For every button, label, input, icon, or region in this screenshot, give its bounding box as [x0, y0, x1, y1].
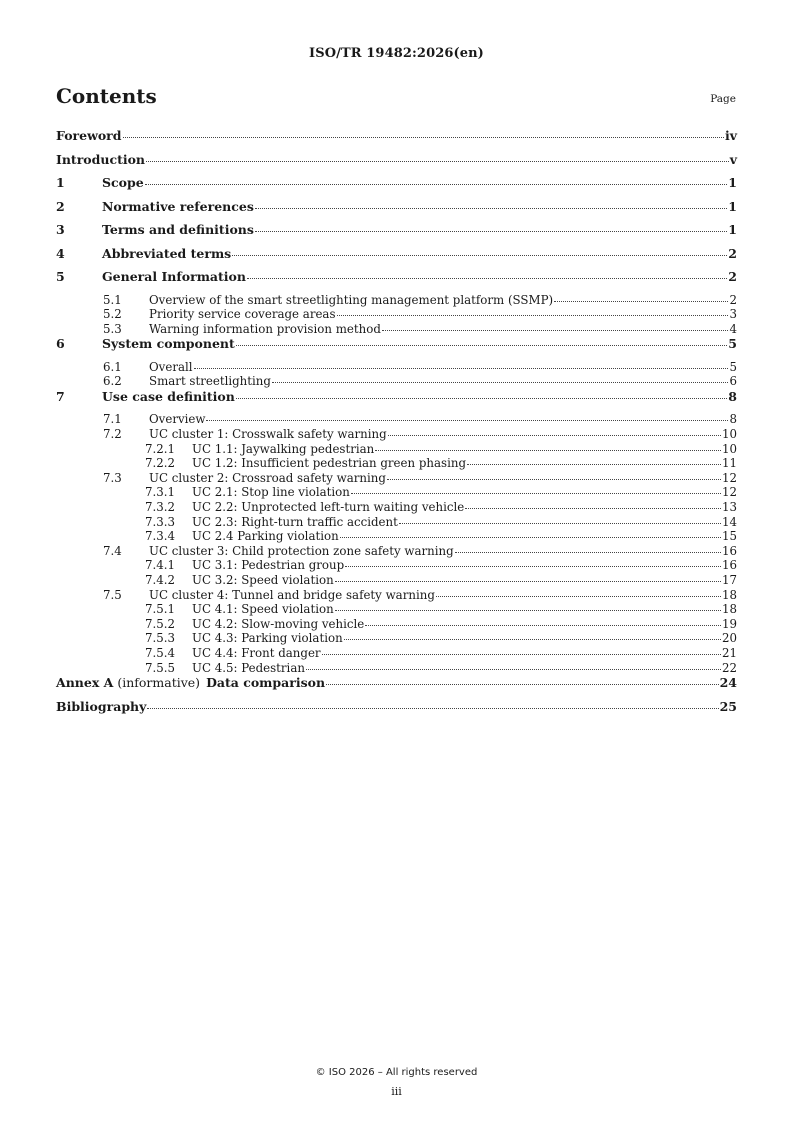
toc-entry-page: 24 [719, 675, 737, 691]
toc-entry-page: 1 [728, 175, 737, 190]
toc-entry-number: 7.2 [103, 427, 122, 442]
toc-entry-title: System component [102, 336, 235, 352]
toc-entry-page: 11 [721, 456, 737, 471]
toc-entry-number: 7.5.5 [145, 660, 176, 675]
toc-entry[interactable] [56, 515, 737, 530]
toc-entry-page: 12 [721, 485, 737, 500]
toc-entry-page: 17 [721, 573, 737, 587]
toc-entry[interactable] [56, 199, 737, 223]
toc-entry-title: UC 1.2: Insufficient pedestrian green phasing [192, 456, 467, 471]
toc-entry[interactable] [56, 427, 737, 442]
toc-entry-page: 10 [721, 441, 737, 456]
toc-entry-title: Normative references [102, 198, 254, 214]
toc-entry-number: 5.1 [103, 292, 122, 307]
toc-entry-page: 3 [729, 307, 737, 322]
toc-entry-number: 7.5.4 [145, 645, 176, 660]
toc-entry[interactable] [56, 246, 737, 270]
toc-entry-number: 6.2 [103, 374, 122, 389]
dot-leader [375, 450, 721, 451]
toc-entry-page: 25 [719, 698, 737, 714]
dot-leader [351, 493, 721, 494]
toc-entry-number: 7.3.4 [145, 529, 176, 544]
toc-entry-title: UC cluster 1: Crosswalk safety warning [149, 427, 387, 442]
dot-leader [236, 345, 728, 346]
toc-entry-title: UC 4.2: Slow-moving vehicle [192, 616, 365, 631]
dot-leader [255, 231, 727, 232]
page-column-label: Page [710, 93, 736, 105]
dot-leader [146, 161, 729, 162]
table-of-contents [56, 128, 737, 722]
toc-entry-title: Priority service coverage areas [149, 307, 336, 322]
toc-entry-number: 7.5 [103, 587, 122, 602]
toc-entry[interactable] [56, 485, 737, 500]
toc-entry-title: General Information [102, 269, 246, 284]
toc-entry[interactable] [56, 336, 737, 360]
toc-entry-page: 5 [728, 336, 737, 352]
toc-entry[interactable] [56, 631, 737, 646]
toc-entry[interactable] [56, 175, 737, 199]
toc-entry-page: 19 [721, 616, 737, 631]
toc-entry-number: 5 [56, 269, 65, 284]
toc-entry-title: Terms and definitions [102, 222, 254, 237]
toc-entry-page: 6 [729, 374, 737, 389]
toc-entry-number: 6 [56, 336, 65, 352]
toc-entry-title: UC cluster 3: Child protection zone safety warning [149, 543, 454, 558]
toc-entry-page: 1 [728, 198, 737, 214]
toc-entry[interactable] [56, 389, 737, 413]
toc-entry[interactable] [56, 152, 737, 176]
toc-entry[interactable] [56, 500, 737, 515]
toc-entry[interactable] [56, 573, 737, 588]
dot-leader [247, 278, 727, 279]
toc-entry[interactable] [56, 588, 737, 603]
toc-entry-page: 2 [729, 292, 737, 307]
toc-entry-page: v [729, 151, 737, 167]
dot-leader [335, 610, 721, 611]
toc-entry-page: 22 [721, 660, 737, 675]
toc-entry[interactable] [56, 412, 737, 427]
toc-entry-page: 18 [721, 602, 737, 617]
toc-entry-page: 20 [721, 631, 737, 646]
copyright-footer: © ISO 2026 – All rights reserved [315, 1067, 478, 1078]
dot-leader [365, 625, 721, 626]
toc-entry-title: Overview of the smart streetlighting management platform (SSMP) [149, 292, 554, 307]
toc-entry[interactable] [56, 307, 737, 322]
toc-entry-title: UC 3.2: Speed violation [192, 573, 334, 587]
toc-entry-title: Scope [102, 175, 144, 190]
toc-entry-title: UC 3.1: Pedestrian group [192, 558, 345, 573]
toc-entry-title: Use case definition [102, 388, 235, 404]
toc-entry-title: UC cluster 4: Tunnel and bridge safety warning [149, 587, 435, 602]
dot-leader [322, 654, 721, 655]
dot-leader [554, 301, 728, 302]
toc-entry-number: 7.5.2 [145, 616, 176, 631]
toc-entry-page: 5 [729, 359, 737, 374]
toc-entry-page: 8 [729, 412, 737, 427]
toc-entry-page: 15 [721, 529, 737, 544]
toc-entry-title [56, 675, 325, 690]
toc-entry-bibliography[interactable] [56, 699, 737, 723]
toc-entry-page: iv [724, 128, 737, 143]
dot-leader [145, 184, 728, 185]
toc-entry-number: 3 [56, 222, 65, 237]
toc-entry-page: 13 [721, 500, 737, 515]
toc-entry[interactable] [56, 661, 737, 676]
dot-leader [326, 684, 719, 685]
toc-entry-number: 7.3.1 [145, 485, 176, 500]
annex-title: Data comparison [206, 675, 326, 691]
dot-leader [337, 315, 729, 316]
dot-leader [232, 255, 727, 256]
toc-entry[interactable] [56, 456, 737, 471]
dot-leader [455, 552, 721, 553]
toc-entry-number: 6.1 [103, 359, 122, 374]
toc-entry[interactable] [56, 471, 737, 486]
toc-entry[interactable] [56, 442, 737, 457]
dot-leader [399, 523, 721, 524]
dot-leader [345, 566, 721, 567]
toc-entry-title: UC 4.5: Pedestrian [192, 660, 305, 675]
toc-entry[interactable] [56, 544, 737, 559]
dot-leader [340, 537, 721, 538]
dot-leader [147, 708, 718, 709]
toc-entry[interactable] [56, 646, 737, 661]
toc-entry-number: 1 [56, 175, 65, 190]
toc-entry-number: 7.4.1 [145, 558, 176, 573]
toc-entry[interactable] [56, 269, 737, 293]
contents-heading: Contents [56, 84, 157, 108]
toc-entry[interactable] [56, 374, 737, 389]
dot-leader [436, 596, 721, 597]
toc-entry-number: 7.4 [103, 543, 122, 558]
toc-entry[interactable] [56, 322, 737, 337]
toc-entry-title: UC 4.1: Speed violation [192, 602, 334, 617]
toc-entry-title: Smart streetlighting [149, 374, 271, 389]
toc-entry-title: Overview [149, 412, 206, 427]
toc-entry-title: UC 4.4: Front danger [192, 645, 321, 660]
toc-entry-title: Overall [149, 359, 193, 374]
toc-entry-title: UC cluster 2: Crossroad safety warning [149, 470, 386, 485]
toc-entry-title: Warning information provision method [149, 321, 381, 336]
toc-entry-title: Foreword [56, 128, 122, 143]
toc-entry-number: 7.2.1 [145, 441, 176, 456]
toc-entry-number: 5.2 [103, 307, 122, 322]
dot-leader [236, 398, 727, 399]
toc-entry-number: 7.3.2 [145, 500, 176, 515]
toc-entry-page: 14 [721, 514, 737, 529]
toc-entry[interactable] [56, 222, 737, 246]
dot-leader [387, 479, 721, 480]
dot-leader [194, 368, 729, 369]
dot-leader [272, 382, 729, 383]
dot-leader [206, 420, 728, 421]
dot-leader [467, 464, 721, 465]
toc-entry-number: 7 [56, 388, 65, 404]
dot-leader [382, 330, 729, 331]
toc-entry-number: 2 [56, 198, 65, 214]
toc-entry-number: 7.2.2 [145, 456, 176, 471]
toc-entry-title: UC 2.1: Stop line violation [192, 485, 350, 500]
toc-entry-title: UC 2.2: Unprotected left-turn waiting vehicle [192, 500, 465, 515]
dot-leader [465, 508, 721, 509]
toc-entry[interactable] [56, 602, 737, 617]
dot-leader [123, 137, 724, 138]
toc-entry[interactable] [56, 558, 737, 573]
toc-entry-number: 7.5.1 [145, 602, 176, 617]
toc-entry[interactable] [56, 617, 737, 632]
dot-leader [344, 639, 721, 640]
toc-entry-title: UC 4.3: Parking violation [192, 631, 343, 646]
toc-entry-page: 8 [728, 388, 737, 404]
toc-entry-title: Introduction [56, 151, 146, 167]
toc-entry-page: 2 [728, 245, 737, 261]
toc-entry-number: 7.4.2 [145, 573, 176, 587]
toc-entry-number: 7.3 [103, 470, 122, 485]
toc-entry-page: 1 [728, 222, 737, 237]
toc-entry-number: 7.5.3 [145, 631, 176, 646]
toc-entry-number: 5.3 [103, 321, 122, 336]
toc-entry-number: 7.3.3 [145, 514, 176, 529]
toc-entry-page: 18 [721, 587, 737, 602]
dot-leader [388, 435, 721, 436]
annex-label: Annex A [56, 675, 114, 691]
toc-entry[interactable] [56, 360, 737, 375]
dot-leader [255, 208, 727, 209]
dot-leader [306, 669, 721, 670]
document-id-header: ISO/TR 19482:2026(en) [309, 46, 484, 61]
toc-entry-page: 16 [721, 543, 737, 558]
toc-entry-title: Abbreviated terms [102, 245, 232, 261]
toc-entry-page: 21 [721, 645, 737, 660]
page-number: iii [391, 1085, 402, 1098]
dot-leader [335, 581, 721, 582]
toc-entry-title: UC 1.1: Jaywalking pedestrian [192, 441, 375, 456]
toc-entry-title: UC 2.4 Parking violation [192, 529, 339, 544]
toc-entry-number: 4 [56, 245, 65, 261]
toc-entry-number: 7.1 [103, 412, 122, 427]
toc-entry-title: UC 2.3: Right-turn traffic accident [192, 514, 398, 529]
toc-entry-page: 10 [721, 427, 737, 442]
toc-entry-page: 4 [729, 321, 737, 336]
toc-entry[interactable] [56, 529, 737, 544]
toc-entry[interactable] [56, 128, 737, 152]
toc-entry-page: 2 [728, 269, 737, 284]
toc-entry-page: 16 [721, 558, 737, 573]
toc-entry-annex[interactable] [56, 675, 737, 699]
toc-entry-page: 12 [721, 470, 737, 485]
annex-informative-label: (informative) [117, 675, 201, 691]
toc-entry-title: Bibliography [56, 698, 147, 714]
toc-entry[interactable] [56, 293, 737, 308]
